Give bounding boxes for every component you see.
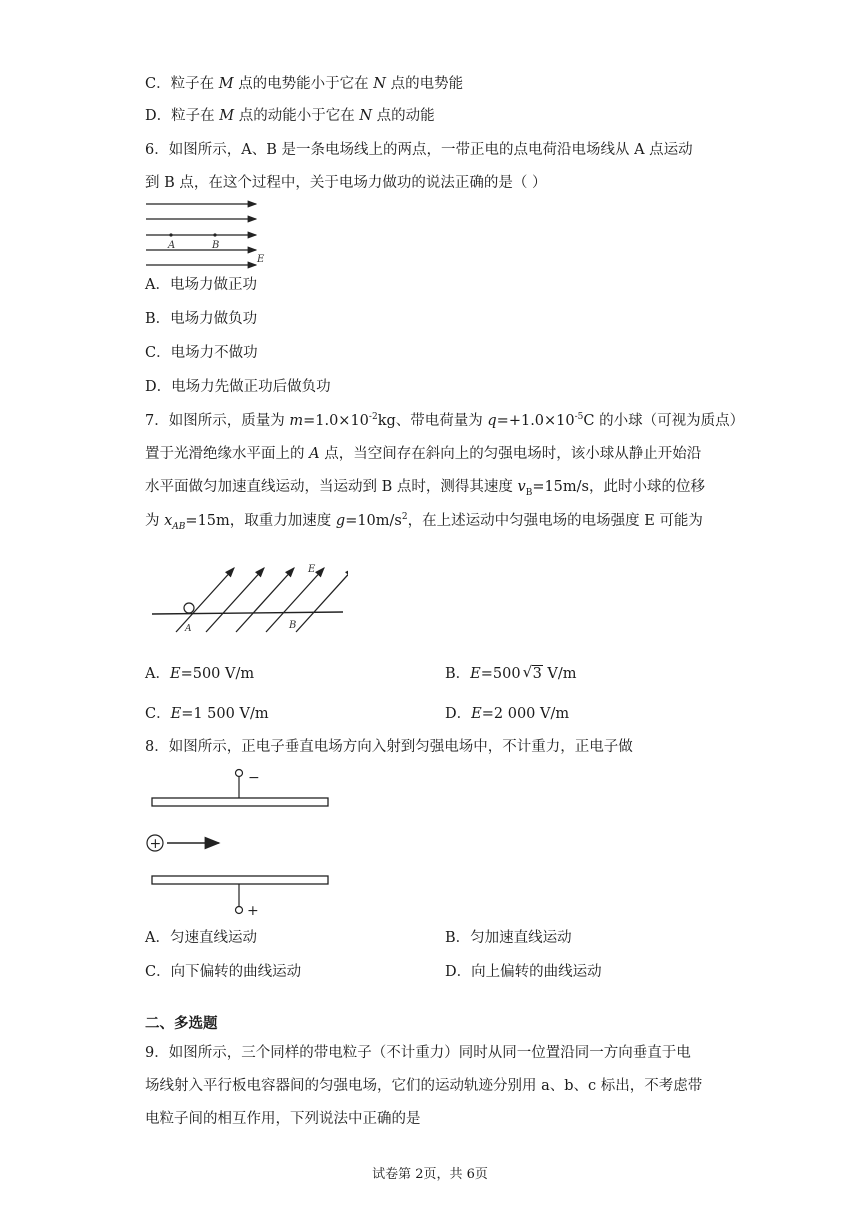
q5-c-end: 点的电势能 <box>390 76 464 92</box>
q8-stem: 8．如图所示，正电子垂直电场方向入射到匀强电场中，不计重力，正电子做 <box>145 739 633 755</box>
q9-stem-line3: 电粒子间的相互作用，下列说法中正确的是 <box>145 1111 421 1127</box>
q9-stem-line2: 场线射入平行板电容器间的匀强电场，它们的运动轨迹分别用 a、b、c 标出，不考虑带 <box>145 1078 703 1094</box>
q7-option-d <box>445 704 569 724</box>
plus-sign: + <box>247 903 259 917</box>
q7-l3-post: =15m/s，此时小球的位移 <box>532 479 705 495</box>
q7-option-c <box>145 704 269 724</box>
q6-option-b: B．电场力做负功 <box>145 311 258 327</box>
q7-l3-v: v <box>517 479 526 495</box>
q6-field-lines-figure <box>144 196 274 272</box>
q6-option-a: A．电场力做正功 <box>145 277 257 293</box>
q7-stem-line3 <box>145 477 705 497</box>
bottom-plate <box>152 876 328 884</box>
q7-a-p: A． <box>145 666 170 682</box>
q7-c-e: E <box>170 706 182 722</box>
ball <box>184 603 194 613</box>
q6-option-c: C．电场力不做功 <box>145 345 258 361</box>
top-plate <box>152 798 328 806</box>
q7-l4-a: =15m，取重力加速度 <box>185 513 336 529</box>
sqrt-symbol: √ 3 <box>522 663 542 682</box>
q7-b-unit: V/m <box>542 666 577 682</box>
q7-b-e: E <box>470 666 481 682</box>
q5-d-prefix: D．粒子在 <box>145 108 215 124</box>
q5-d-mid: 点的动能小于它在 <box>238 108 355 124</box>
q5-c-prefix: C．粒子在 <box>145 76 215 92</box>
q7-l1-exp2: -5 <box>574 412 584 423</box>
q7-d-p: D． <box>445 706 472 722</box>
q5-d-m: M <box>219 108 235 124</box>
q7-l2-post: 点，当空间存在斜向上的匀强电场时，该小球从静止开始沿 <box>319 446 702 462</box>
q6-stem-line2: 到 B 点，在这个过程中，关于电场力做功的说法正确的是（ ） <box>145 175 547 191</box>
q8-option-d: D．向上偏转的曲线运动 <box>445 964 602 980</box>
field-arrow-5 <box>296 568 348 632</box>
q5-d-end: 点的动能 <box>376 108 435 124</box>
q7-a-e: E <box>169 666 181 682</box>
q8-option-b: B．匀加速直线运动 <box>445 930 572 946</box>
top-terminal <box>236 770 243 777</box>
field-arrow-3 <box>236 568 297 632</box>
q7-l1-c: =+1.0×10 <box>496 413 575 429</box>
q7-option-b <box>445 664 577 684</box>
q7-l1-d: C 的小球（可视为质点） <box>583 413 745 429</box>
point-b-label: B <box>212 240 220 251</box>
q7-oblique-field-figure <box>148 556 348 646</box>
q5-option-c <box>145 74 463 94</box>
field-e-label: E <box>257 254 265 265</box>
field-arrow-1 <box>176 568 234 632</box>
positron-sign: + <box>149 836 162 852</box>
q7-stem-line2 <box>145 444 701 464</box>
q7-c-p: C． <box>145 706 171 722</box>
q5-option-d <box>145 106 435 126</box>
q8-option-a: A．匀速直线运动 <box>145 930 257 946</box>
q7-b-v: =500 <box>480 666 521 682</box>
section-heading: 二、多选题 <box>145 1015 218 1032</box>
point-b-label: B <box>289 620 297 631</box>
q7-b-p: B． <box>445 666 471 682</box>
q5-d-n: N <box>359 108 373 124</box>
q7-l1-exp1: -2 <box>368 412 378 423</box>
q7-stem-line1 <box>145 411 744 431</box>
q7-l2-a: A <box>309 446 320 462</box>
q7-l4-pre: 为 <box>145 513 165 529</box>
q7-c-v: =1 500 V/m <box>181 706 269 722</box>
field-arrow-2 <box>206 568 264 632</box>
point-b-dot <box>213 233 216 236</box>
q5-c-n: N <box>373 76 386 92</box>
field-e-label: E <box>308 564 316 575</box>
minus-sign: − <box>248 770 260 786</box>
q6-stem-line1: 6．如图所示，A、B 是一条电场线上的两点，一带正电的点电荷沿电场线从 A 点运动 <box>145 142 693 158</box>
q7-l1-b: kg、带电荷量为 <box>377 413 488 429</box>
q6-option-d: D．电场力先做正功后做负功 <box>145 379 331 395</box>
q8-option-c: C．向下偏转的曲线运动 <box>145 964 302 980</box>
q9-stem-line1: 9．如图所示，三个同样的带电粒子（不计重力）同时从同一位置沿同一方向垂直于电 <box>145 1045 691 1061</box>
q7-l1-q: q <box>487 413 497 429</box>
q7-d-e: E <box>471 706 482 722</box>
q7-a-v: =500 V/m <box>180 666 255 682</box>
bottom-terminal <box>236 907 243 914</box>
q7-l3-pre: 水平面做匀加速直线运动，当运动到 B 点时，测得其速度 <box>145 479 518 495</box>
q7-l2-pre: 置于光滑绝缘水平面上的 <box>145 446 310 462</box>
q7-l3-sub: B <box>525 487 533 498</box>
q7-l4-sup: 2 <box>401 512 408 523</box>
q7-option-a <box>145 664 254 684</box>
page-footer: 试卷第 2页，共 6页 <box>372 1167 488 1182</box>
q7-d-v: =2 000 V/m <box>481 706 570 722</box>
q7-stem-line4 <box>145 511 703 531</box>
sqrt-radicand: 3 <box>532 666 542 682</box>
q7-l4-b: =10m/s <box>345 513 402 529</box>
q5-c-m: M <box>218 76 234 92</box>
q7-l1-a: =1.0×10 <box>303 413 369 429</box>
point-a-label: A <box>185 624 192 634</box>
q7-l4-post: ，在上述运动中匀强电场的电场强度 E 可能为 <box>407 513 703 529</box>
q5-c-mid: 点的电势能小于它在 <box>238 76 369 92</box>
q7-l4-sub: AB <box>172 521 186 532</box>
point-a-label: A <box>168 240 176 251</box>
q8-capacitor-figure <box>145 765 335 917</box>
point-a-dot <box>169 233 172 236</box>
q7-l4-g: g <box>335 513 346 529</box>
q7-l1-m: m <box>289 413 304 429</box>
q7-l1-pre: 7．如图所示，质量为 <box>145 413 290 429</box>
q7-l4-x: x <box>164 513 173 529</box>
